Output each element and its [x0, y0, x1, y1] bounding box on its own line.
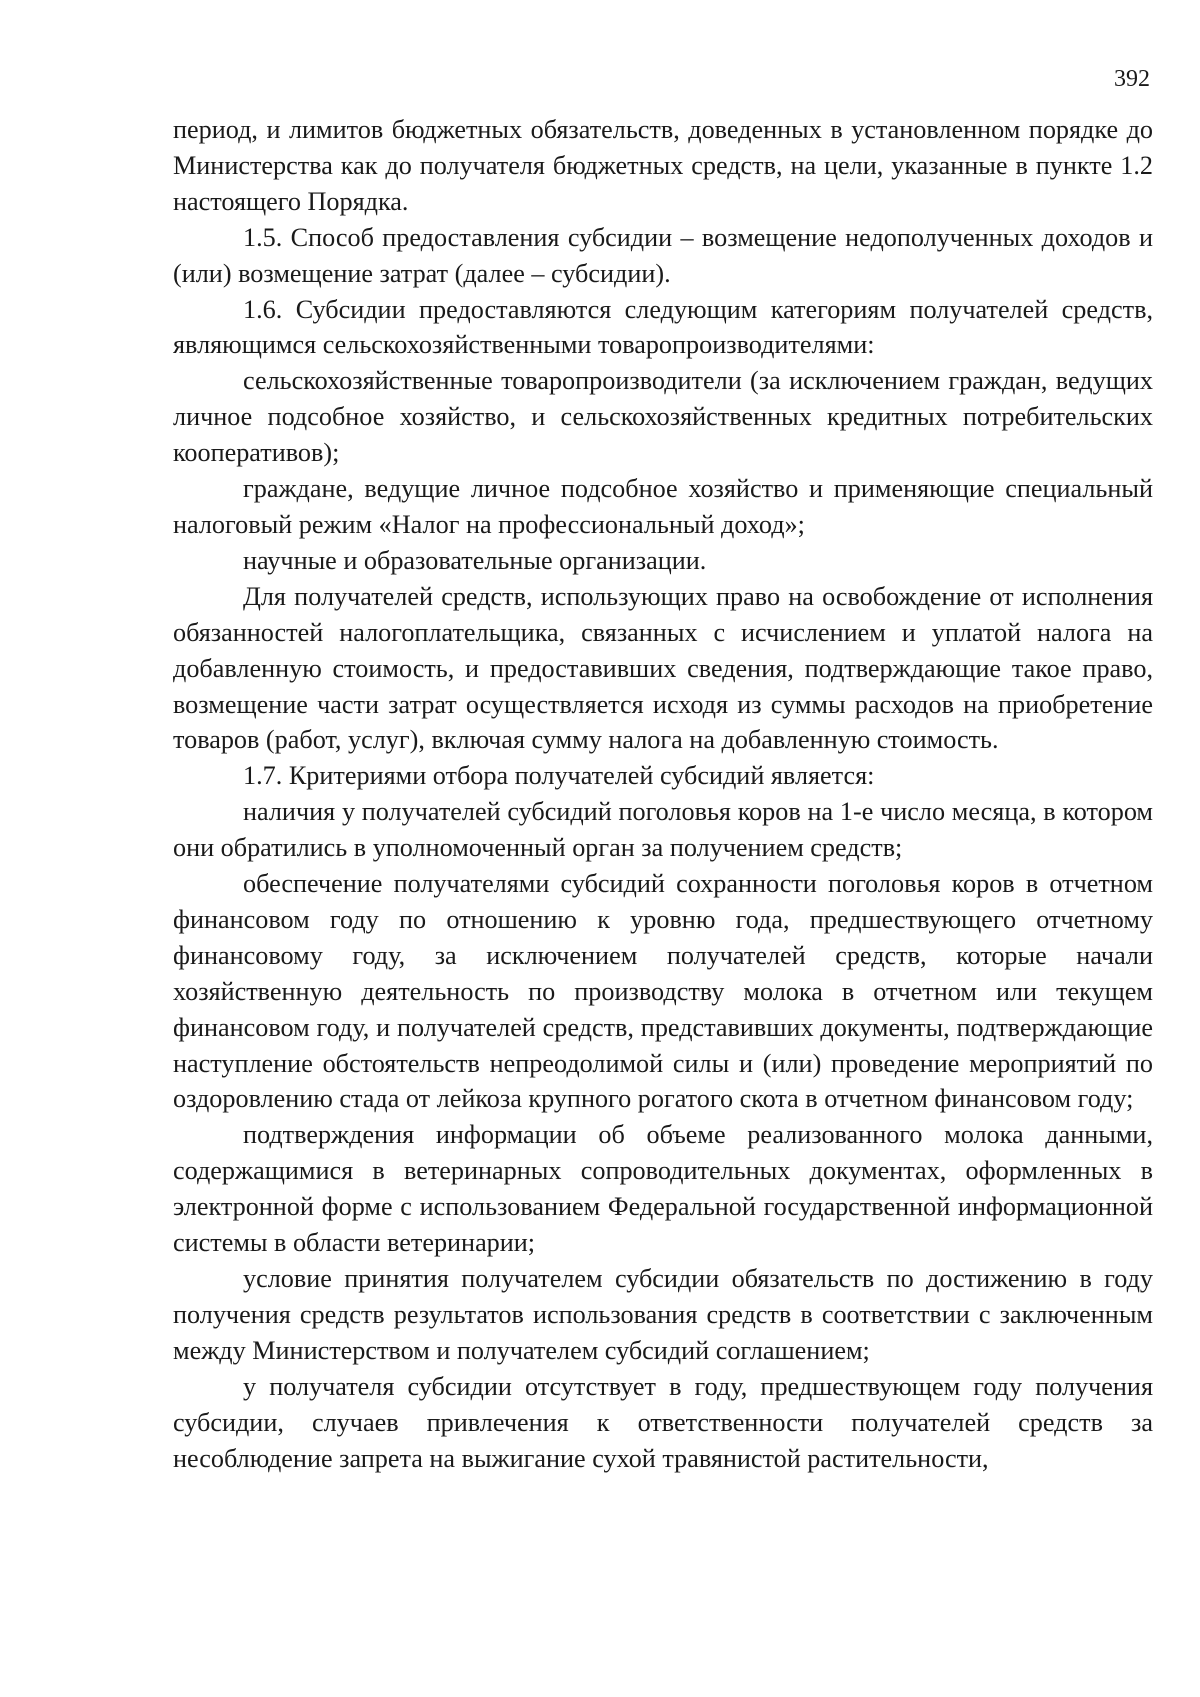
- paragraph: у получателя субсидии отсутствует в году, предшествующем году получения субсидии, случаев привлечения к ответственности получателей средств за несоблюдение запрета на выжигание сухой травянистой растительности,: [173, 1371, 1153, 1473]
- paragraph: 1.7. Критериями отбора получателей субсидий является:: [243, 761, 875, 791]
- paragraph: граждане, ведущие личное подсобное хозяйство и применяющие специальный налоговый режим «Налог на профессиональный доход»;: [173, 474, 1153, 539]
- paragraph: условие принятия получателем субсидии обязательств по достижению в году получения средств результатов использования средств в соответствии с заключенным между Министерством и получателем субсидий соглашением;: [173, 1264, 1153, 1365]
- paragraph: Для получателей средств, использующих право на освобождение от исполнения обязанностей налогоплательщика, связанных с исчислением и уплатой налога на добавленную стоимость, и предоставивших сведения, подтверждающие такое право, возмещение части затрат осуществляется исходя из суммы расходов на приобретение товаров (работ, услуг), включая сумму налога на добавленную стоимость.: [173, 581, 1153, 755]
- paragraph: 1.6. Субсидии предоставляются следующим категориям получателей средств, являющимся сельскохозяйственными товаропроизводителями:: [173, 294, 1153, 360]
- paragraph: научные и образовательные организации.: [243, 545, 707, 575]
- paragraph: подтверждения информации об объеме реализованного молока данными, содержащимися в ветеринарных сопроводительных документах, оформленных в электронной форме с использованием Федеральной государственной информационной системы в области ветеринарии;: [173, 1120, 1153, 1258]
- paragraph: период, и лимитов бюджетных обязательств, доведенных в установленном порядке до Министерства как до получателя бюджетных средств, на цели, указанные в пункте 1.2 настоящего Порядка.: [173, 115, 1153, 216]
- paragraph: 1.5. Способ предоставления субсидии – возмещение недополученных доходов и (или) возмещение затрат (далее – субсидии).: [173, 222, 1153, 288]
- paragraph: обеспечение получателями субсидий сохранности поголовья коров в отчетном финансовом году по отношению к уровню года, предшествующего отчетному финансовому году, за исключением получателей средств, которые начали хозяйственную деятельность по производству молока в отчетном или текущем финансовом году, и получателей средств, представивших документы, подтверждающие наступление обстоятельств непреодолимой силы и (или) проведение мероприятий по оздоровлению стада от лейкоза крупного рогатого скота в отчетном финансовом году;: [173, 869, 1153, 1114]
- paragraph: наличия у получателей субсидий поголовья коров на 1-е число месяца, в котором они обратились в уполномоченный орган за получением средств;: [173, 797, 1153, 863]
- paragraph: сельскохозяйственные товаропроизводители (за исключением граждан, ведущих личное подсобное хозяйство, и сельскохозяйственных кредитных потребительских кооперативов);: [173, 366, 1153, 468]
- document-body: [173, 112, 1153, 1476]
- page-number: 392: [1114, 66, 1150, 92]
